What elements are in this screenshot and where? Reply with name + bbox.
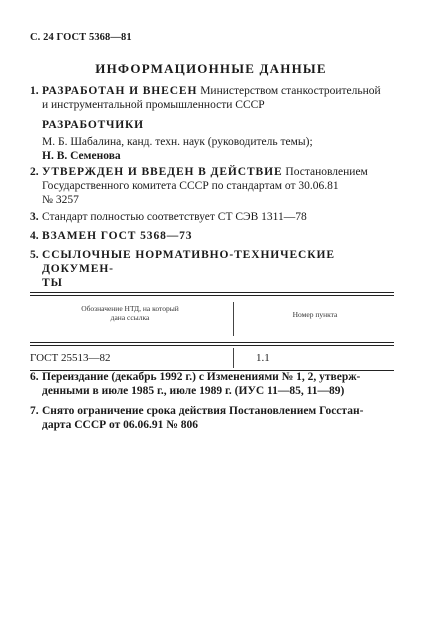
item-number: 5. (30, 249, 39, 261)
item-7-line2: дарта СССР от 06.06.91 № 806 (42, 419, 198, 431)
item-2-text: Постановлением (282, 166, 368, 178)
item-5 (30, 248, 402, 290)
item-4-caption: ВЗАМЕН ГОСТ 5368—73 (42, 230, 193, 242)
row-document: ГОСТ 25513—82 (30, 352, 111, 364)
item-number: 1. (30, 85, 39, 97)
item-5-caption: ССЫЛОЧНЫЕ НОРМАТИВНО-ТЕХНИЧЕСКИЕ ДОКУМЕН- (42, 249, 335, 275)
developers-line-2: Н. В. Семенова (42, 150, 121, 162)
item-7-line1: Снято ограничение срока действия Постановлением Госстан- (42, 405, 364, 417)
table-header-clause: Номер пункта (292, 310, 338, 319)
item-6-line2: денными в июле 1985 г., июле 1989 г. (ИУС 11—85, 11—89) (42, 385, 345, 397)
table-header (30, 296, 394, 342)
item-number: 4. (30, 230, 39, 242)
item-2-caption: УТВЕРЖДЕН И ВВЕДЕН В ДЕЙСТВИЕ (42, 166, 283, 178)
item-4 (30, 229, 402, 243)
table-row (30, 346, 394, 370)
item-1-text: Министерством станкостроительной (197, 85, 381, 97)
developers-heading: РАЗРАБОТЧИКИ (42, 119, 144, 131)
item-2 (30, 165, 402, 207)
reference-table (30, 292, 394, 371)
section-title: ИНФОРМАЦИОННЫЕ ДАННЫЕ (95, 61, 327, 76)
row-clause: 1.1 (256, 352, 270, 364)
item-number: 7. (30, 405, 39, 417)
table-header-document (30, 304, 230, 322)
item-6-line1: Переиздание (декабрь 1992 г.) с Изменениями № 1, 2, утверж- (42, 371, 361, 383)
item-number: 2. (30, 166, 39, 178)
item-number: 6. (30, 371, 39, 383)
page-header: С. 24 ГОСТ 5368—81 (30, 32, 132, 43)
item-number: 3. (30, 211, 39, 223)
item-3-text: Стандарт полностью соответствует СТ СЭВ 1311—78 (42, 211, 307, 223)
item-5-line2: ТЫ (42, 277, 63, 289)
developers-line-1: М. Б. Шабалина, канд. техн. наук (руководитель темы); (42, 136, 313, 148)
item-3 (30, 210, 402, 224)
item-6 (30, 370, 402, 398)
column-divider (233, 348, 234, 368)
item-7 (30, 404, 402, 432)
item-1-caption: РАЗРАБОТАН И ВНЕСЕН (42, 85, 198, 97)
column-divider (233, 302, 234, 336)
header-document-line1: Обозначение НТД, на который (81, 304, 179, 313)
item-1-line2: и инструментальной промышленности СССР (42, 99, 265, 111)
item-2-line2: Государственного комитета СССР по стандартам от 30.06.81 (42, 180, 339, 192)
header-document-line2: дана ссылка (110, 313, 150, 322)
item-1 (30, 84, 402, 112)
item-2-line3: № 3257 (42, 194, 79, 206)
